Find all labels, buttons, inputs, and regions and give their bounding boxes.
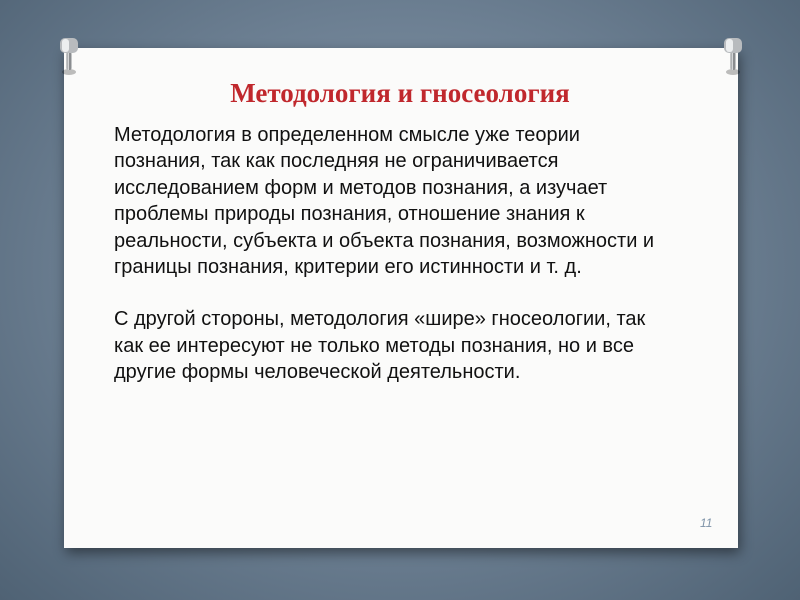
body-paragraph: С другой стороны, методология «шире» гносеологии, так как ее интересуют не только методы познания, но и все другие формы человеческой деятельности.	[114, 308, 646, 384]
body-paragraph: Методология в определенном смысле уже теории познания, так как последняя не ограничивается исследованием форм и методов познания, а изучает проблемы природы познания, отношение знания к реальности, субъекта и объекта познания, возможности и границы познания, критерии его истинности и т. д.	[114, 124, 655, 279]
pin-icon	[56, 36, 82, 76]
slide-number: 11	[700, 516, 713, 530]
slide-body	[114, 122, 674, 386]
pin-icon	[720, 36, 746, 76]
slide-title: Методология и гносеология	[230, 78, 570, 108]
